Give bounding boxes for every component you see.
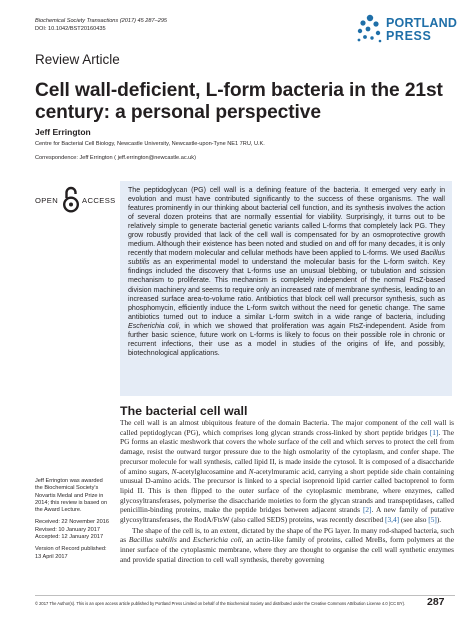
page-number: 287 (427, 596, 445, 608)
open-access-word-access: ACCESS (82, 196, 116, 205)
award-note: Jeff Errington was awarded the Biochemical Society's Novartis Medal and Prize in 2014; this review is based on the Award Lecture. (35, 478, 108, 514)
article-history-sidebar (35, 478, 110, 561)
open-access-word-open: OPEN (35, 196, 59, 205)
version-of-record-date: 13 April 2017 (35, 553, 68, 560)
body-text-run: -acetylmuramic acid, carrying a short peptide side chain containing unusual (120, 466, 455, 486)
citation-link[interactable]: [1] (429, 427, 439, 437)
author-affiliation: Centre for Bacterial Cell Biology, Newcastle University, Newcastle-upon-Tyne NE1 7RU, U.K. (35, 141, 265, 147)
body-text (120, 418, 454, 565)
body-text-run: and (176, 535, 193, 545)
body-text-run: -acetylglucosamine and (176, 466, 249, 476)
portland-press-dots-icon (356, 14, 384, 44)
abstract-italic-term: Bacillus subtilis (128, 250, 445, 267)
body-text-run: . The PG forms an elastic meshwork that covers the whole surface of the cell and which serves to protect the cell from damage, resist the outward turgor pressure due to the high osmolarity of the cytoplasm, and confer shape. The precursor molecule for wall synthesis, called lipid II, is made inside the cytosol. It is composed of a disaccharide of amino sugars, (120, 427, 454, 476)
logo-line-2: PRESS (386, 29, 432, 43)
abstract-box (120, 181, 452, 396)
version-of-record-label: Version of Record published: (35, 546, 107, 553)
italic-term: N (248, 466, 254, 476)
body-text-run: ). (436, 515, 442, 525)
citation-link[interactable]: [2] (362, 505, 372, 515)
citation-link[interactable]: [3,4] (385, 515, 400, 525)
italic-term: Escherichia coli (192, 535, 242, 545)
abstract-text: The peptidoglycan (PG) cell wall is a defining feature of the bacteria. It emerged very early in evolution and must have contributed significantly to the success of these organisms. The wall features prominently in our thinking about bacterial cell function, and its synthesis involves the action of several dozen proteins that are normally essential for viability. Surprisingly, it turns out to be relatively simple to generate bacterial genetic variants called L-forms that completely lack PG. They grow robustly provided that lack of the cell wall is compensated for by an osmoprotective growth medium. Although their existence has been noted and studied on and off for many decades, it is only recently that modern molecular and cellular methods have been applied to L-forms. We used (128, 187, 445, 258)
correspondence-line: Correspondence: Jeff Errington ( jeff.errington@newcastle.ac.uk) (35, 155, 196, 161)
abstract-italic-term: Escherichia coli (128, 322, 179, 330)
license-footer: © 2017 The Author(s). This is an open access article published by Portland Press Limited on behalf of the Biochemical Society and distributed under the Creative Commons Attribution License 4.0 (CC BY). (35, 601, 406, 606)
small-caps-letter: D (145, 476, 151, 486)
body-text-run: The cell wall is an almost ubiquitous feature of the domain Bacteria. The major component of the cell wall is called peptidoglycan (PG), which comprises long glycan strands cross-linked by short peptide bridges (120, 418, 454, 437)
italic-term: Bacillus subtilis (128, 535, 177, 545)
body-text-run: , an actin-like family of proteins, called MreBs, form polymers at the inner surface of the cytoplasmic membrane, where they are thought to organise the cell wall synthetic enzymes and provide spatial direction to cell wall synthesis, thereby governing (120, 535, 454, 564)
open-padlock-icon (62, 185, 80, 213)
revised-date: Revised: 10 January 2017 (35, 526, 100, 533)
body-text-run: The shape of the cell is, to an extent, dictated by the shape of the PG layer. In many rod-shaped bacteria, such as (120, 525, 454, 545)
citation-link[interactable]: [5] (428, 515, 437, 525)
logo-line-1: PORTLAND (386, 16, 458, 30)
portland-press-logo[interactable] (356, 14, 458, 48)
body-text-run: -amino acids. The precursor is linked to a special isoprenoid lipid carrier called bactoprenol to form lipid II. This is then flipped to the outer surface of the cytoplasmic membrane, where enzymes, called glycosyltransferases, polymerise the disaccharide moieties to form the glycan strands and transpeptidases, called penicillin-binding proteins, make the peptide bridges between adjacent strands (120, 476, 454, 515)
abstract-text: as an experimental model to understand the molecular basis for the L-form switch. Key findings included the discovery that L-forms use an unusual blebbing, or tubulation and scission mechanism to proliferate. This mechanism is completely independent of the normal FtsZ-based division machinery and seems to require only an increased rate of membrane synthesis, leading to an increased surface area-to-volume ratio. Antibiotics that block cell wall precursor synthesis, such as phosphomycin, efficiently induce the L-form switch without the need for genetic change. The same antibiotics turned out to induce a similar L-form switch in a wide range of bacteria, including (128, 259, 445, 321)
body-paragraph-1 (120, 418, 454, 525)
journal-citation: Biochemical Society Transactions (2017) 45 287–295 (35, 18, 168, 24)
body-paragraph-2 (120, 526, 454, 565)
body-text-run: . A new family of putative glycosyltransferases, the RodA/FtsW (also called SEDS) proteins, was recently described (120, 505, 455, 525)
footer-divider (35, 595, 455, 596)
author-name: Jeff Errington (35, 127, 91, 137)
received-date: Received: 22 November 2016 (35, 519, 110, 526)
article-type: Review Article (35, 52, 120, 67)
logo-wordmark (386, 17, 457, 43)
journal-reference (35, 17, 167, 33)
body-text-run: (see also (399, 515, 429, 525)
doi-line: DOI: 10.1042/BST20160435 (35, 26, 106, 32)
italic-term: N (171, 466, 177, 476)
article-title: Cell wall-deficient, L-form bacteria in the 21st century: a personal perspective (35, 80, 443, 123)
abstract-text: , in which we showed that proliferation was again FtsZ-independent. Aside from further basic science, future work on L-forms is likely to focus on their possible role in chronic or recurrent infections, their use as a model in studies of the origins of life, and possibly, biotechnological applications. (128, 322, 445, 357)
accepted-date: Accepted: 12 January 2017 (35, 534, 104, 541)
open-access-badge[interactable] (35, 185, 115, 215)
section-heading: The bacterial cell wall (120, 404, 248, 418)
